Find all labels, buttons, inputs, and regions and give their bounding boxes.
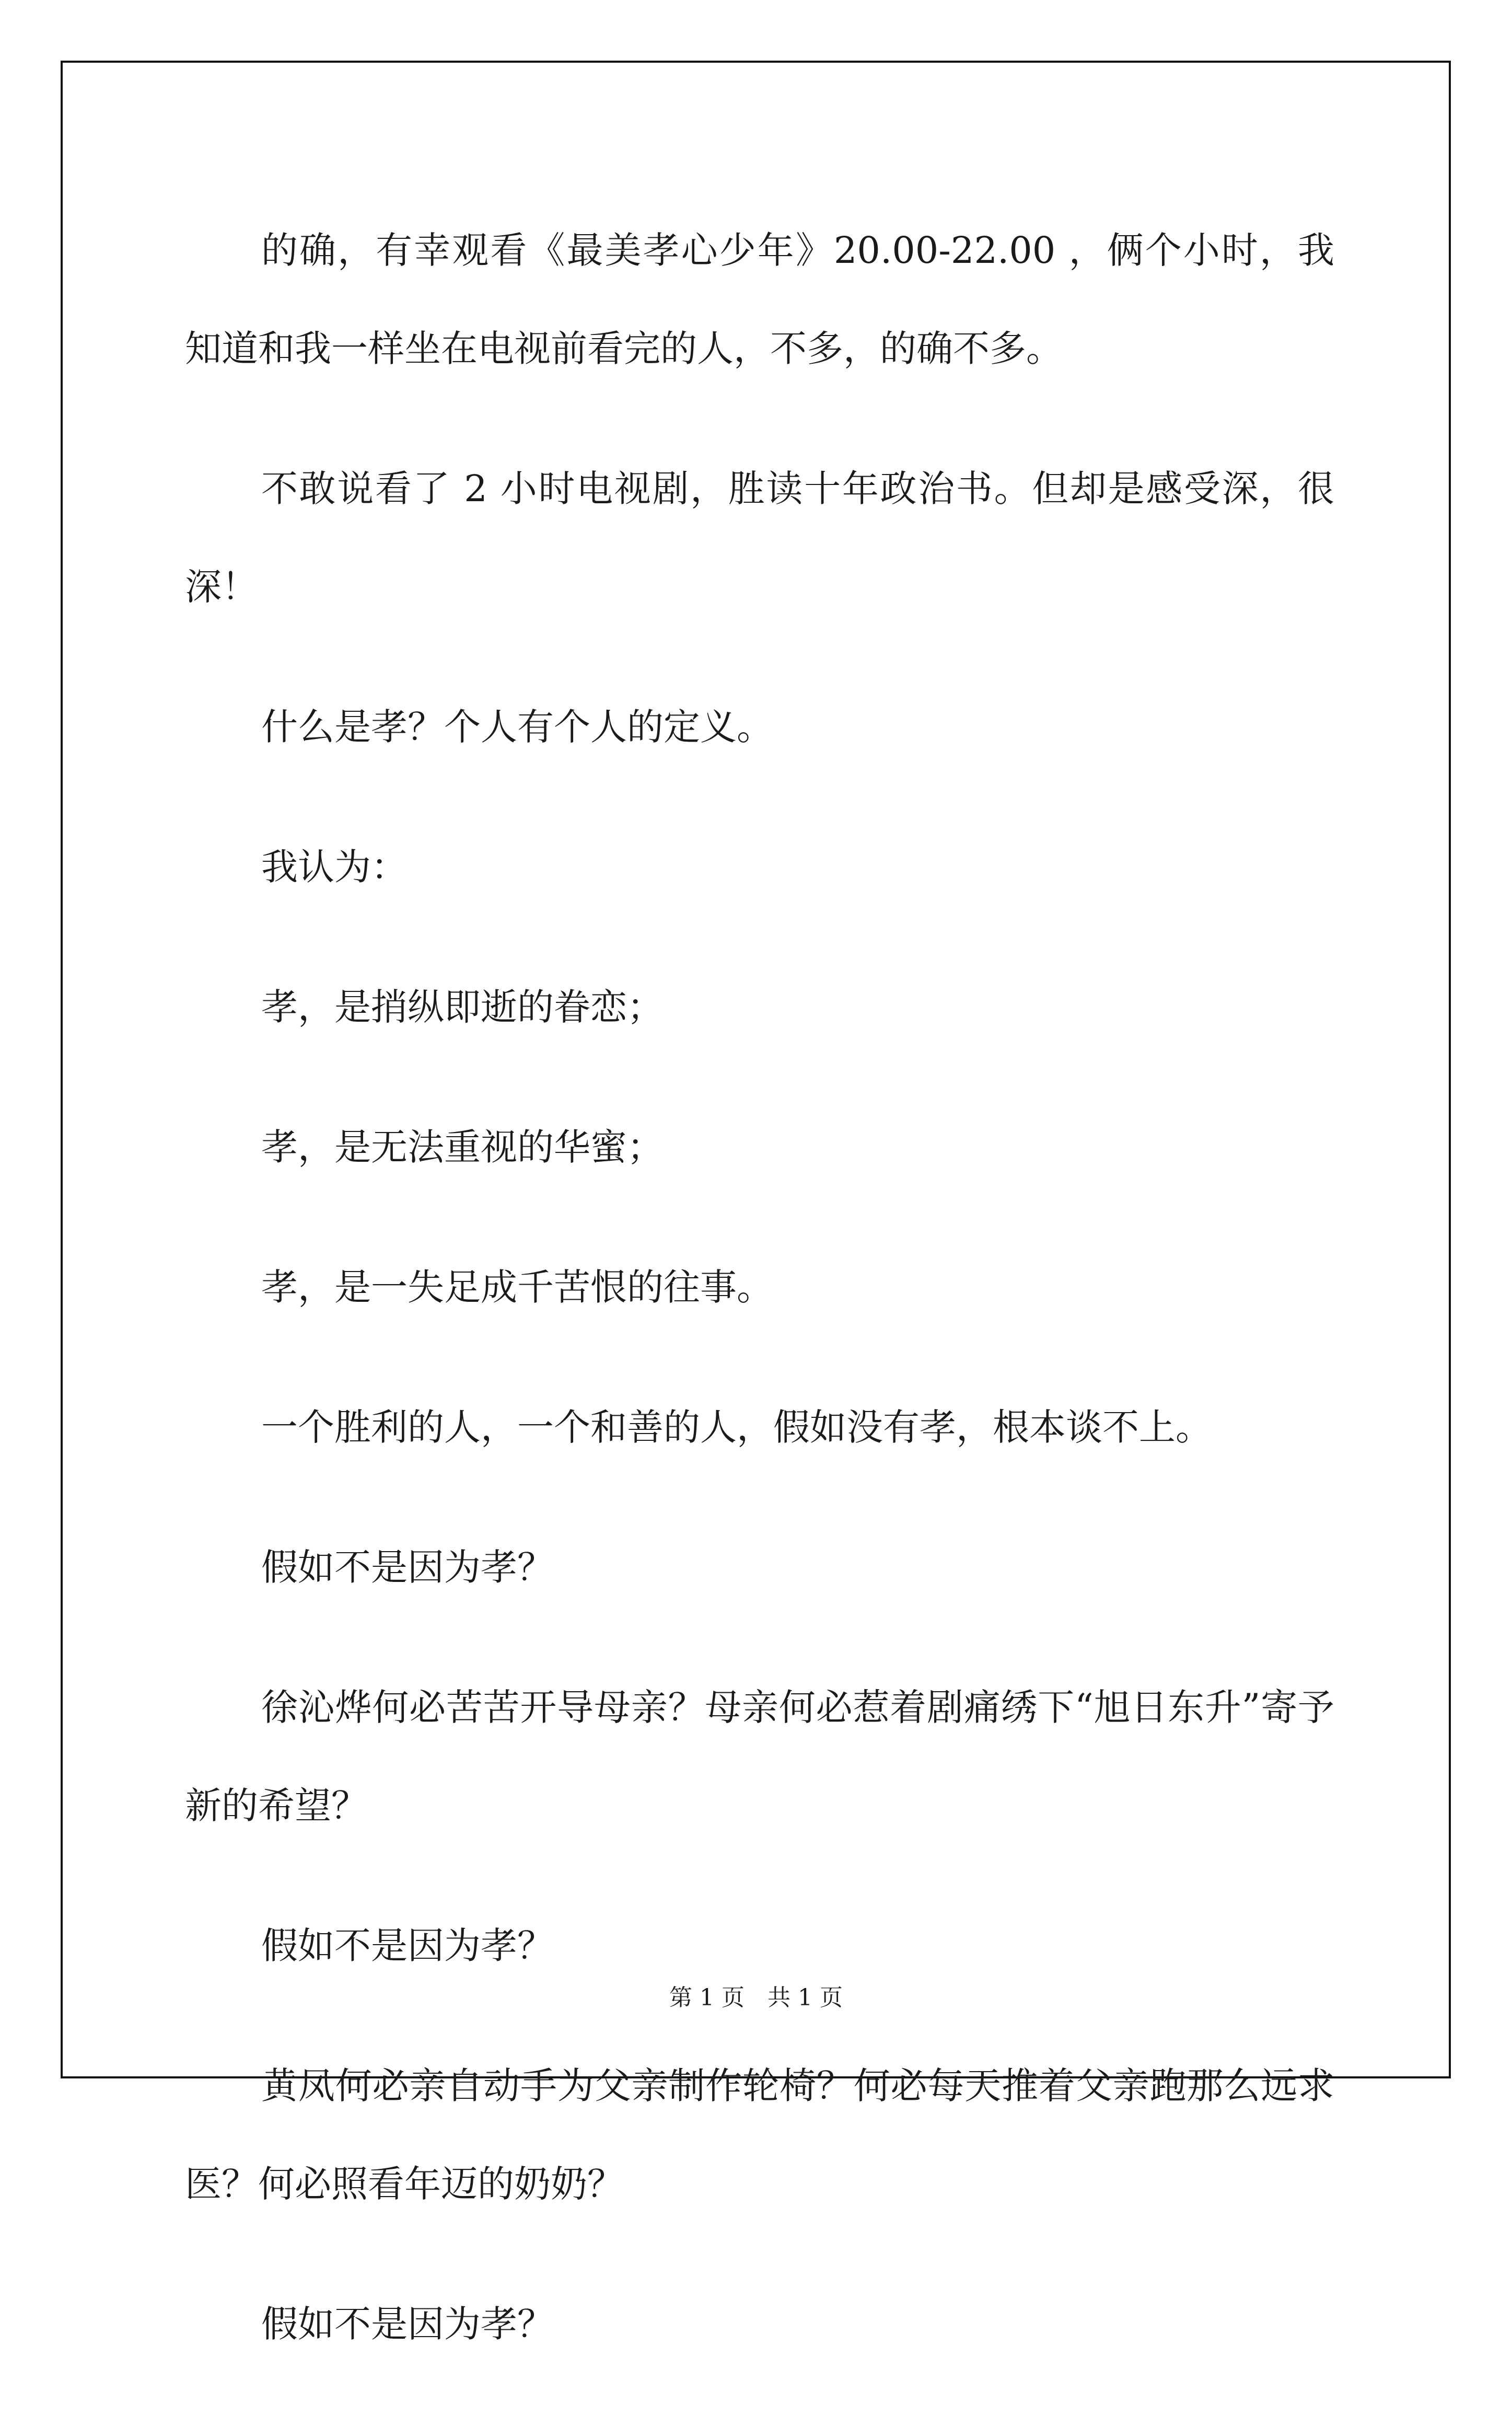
paragraph: 黄凤何必亲自动手为父亲制作轮椅？何必每天推着父亲跑那么远求医？何必照看年迈的奶奶？ xyxy=(185,2064,1334,2205)
paragraph: 不敢说看了 2 小时电视剧，胜读十年政治书。但却是感受深，很深！ xyxy=(185,467,1334,608)
paragraph: 我认为： xyxy=(261,846,408,888)
paragraph: 假如不是因为孝？ xyxy=(261,1546,554,1589)
paragraph: 什么是孝？个人有个人的定义。 xyxy=(261,706,773,748)
page-footer: 第 1 页 共 1 页 xyxy=(669,1984,843,2011)
paragraph: 一个胜利的人，一个和善的人，假如没有孝，根本谈不上。 xyxy=(261,1406,1212,1449)
paragraph: 孝，是一失足成千苦恨的往事。 xyxy=(261,1266,773,1309)
paragraph: 孝，是无法重视的华蜜； xyxy=(261,1126,664,1169)
paragraph: 的确，有幸观看《最美孝心少年》20.00-22.00 ，俩个小时，我知道和我一样坐在电视前看完的人，不多，的确不多。 xyxy=(185,229,1334,370)
paragraph: 孝，是捎纵即逝的眷恋； xyxy=(261,986,664,1029)
paragraph: 徐沁烨何必苦苦开导母亲？母亲何必惹着剧痛绣下“旭日东升”寄予新的希望？ xyxy=(185,1686,1334,1827)
paragraph: 假如不是因为孝？ xyxy=(261,1924,554,1967)
document-body xyxy=(185,201,1334,2415)
paragraph: 假如不是因为孝？ xyxy=(261,2303,554,2345)
